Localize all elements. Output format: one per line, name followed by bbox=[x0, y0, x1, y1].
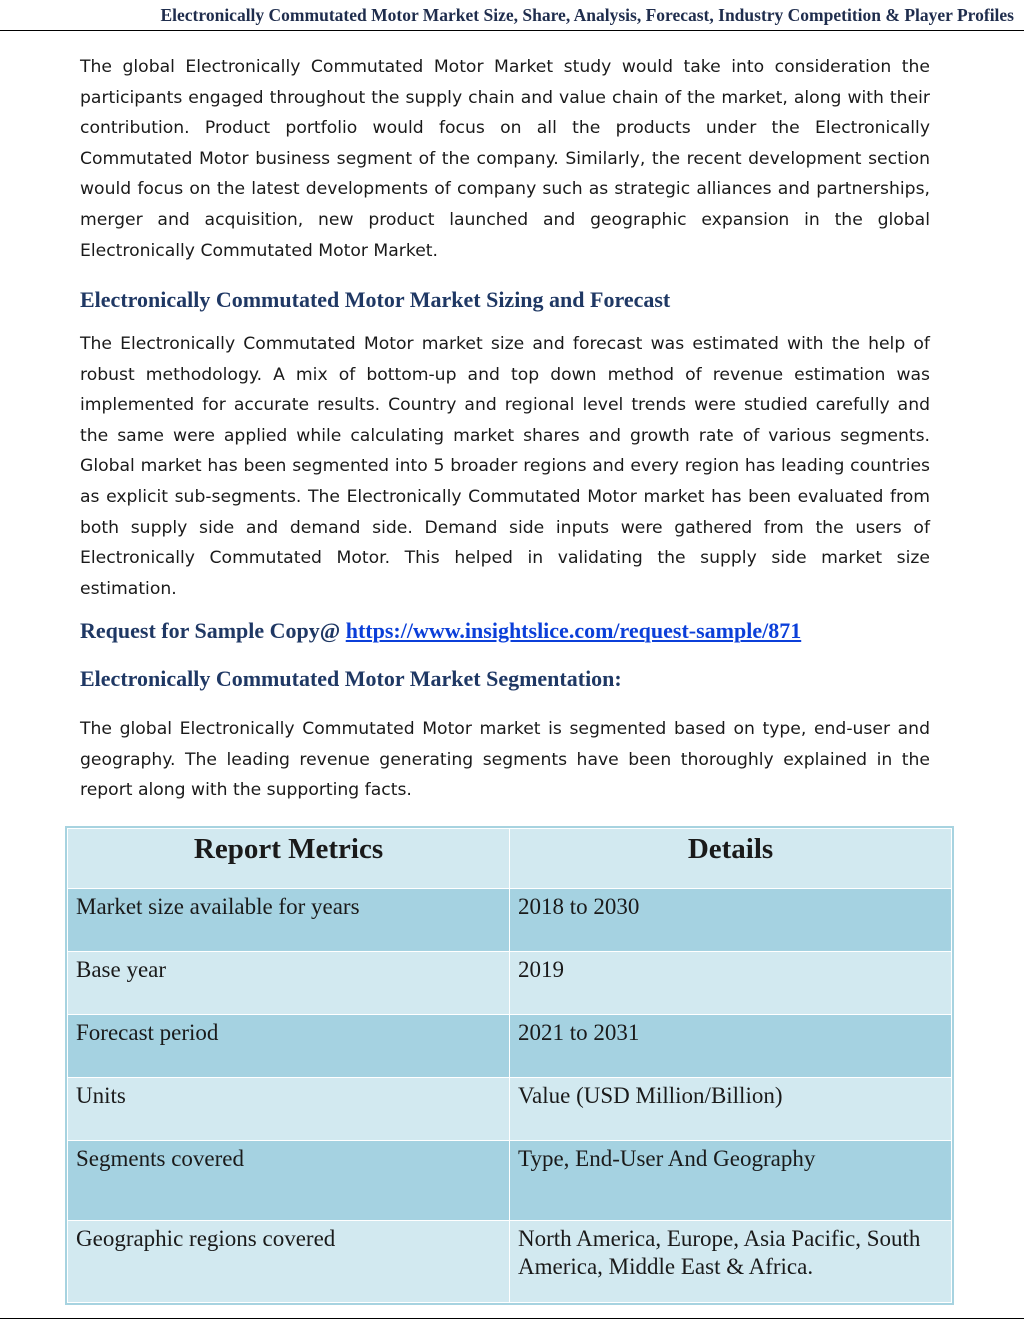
table-header-details: Details bbox=[510, 829, 952, 889]
table-row bbox=[68, 1078, 952, 1141]
sizing-heading: Electronically Commutated Motor Market Sizing and Forecast bbox=[80, 287, 671, 312]
table-cell-metric: Geographic regions covered bbox=[68, 1221, 510, 1303]
table-cell-detail: Value (USD Million/Billion) bbox=[510, 1078, 952, 1141]
table-cell-detail: North America, Europe, Asia Pacific, South America, Middle East & Africa. bbox=[510, 1221, 952, 1303]
table-cell-metric: Segments covered bbox=[68, 1141, 510, 1221]
table-cell-metric: Forecast period bbox=[68, 1015, 510, 1078]
table-row bbox=[68, 1141, 952, 1221]
page-header bbox=[0, 0, 1024, 31]
table-cell-detail: Type, End-User And Geography bbox=[510, 1141, 952, 1221]
table-cell-metric: Market size available for years bbox=[68, 889, 510, 952]
table-row bbox=[68, 889, 952, 952]
request-sample-line bbox=[80, 618, 801, 644]
table-header-metrics: Report Metrics bbox=[68, 829, 510, 889]
request-sample-link[interactable]: https://www.insightslice.com/request-sample/871 bbox=[345, 618, 802, 643]
sizing-paragraph: The Electronically Commutated Motor market size and forecast was estimated with the help of robust methodology. A mix of bottom-up and top down method of revenue estimation was implemented for accurate results. Country and regional level trends were studied carefully and the same were applied while calculating market shares and growth rate of various segments. Global market has been segmented into 5 broader regions and every region has leading countries as explicit sub-segments. The Electronically Commutated Motor market has been evaluated from both supply side and demand side. Demand side inputs were gathered from the users of Electronically Commutated Motor. This helped in validating the supply side market size estimation. bbox=[80, 334, 930, 599]
table-cell-detail: 2021 to 2031 bbox=[510, 1015, 952, 1078]
report-metrics-table bbox=[67, 828, 952, 1303]
request-sample-label: Request for Sample Copy@ bbox=[80, 618, 346, 643]
footer-rule bbox=[0, 1318, 1024, 1319]
intro-paragraph: The global Electronically Commutated Motor Market study would take into consideration the participants engaged throughout the supply chain and value chain of the market, along with their contribution. Product portfolio would focus on all the products under the Electronically Commutated Motor business segment of the company. Similarly, the recent development section would focus on the latest developments of company such as strategic alliances and partnerships, merger and acquisition, new product launched and geographic expansion in the global Electronically Commutated Motor Market. bbox=[80, 57, 930, 261]
header-title: Electronically Commutated Motor Market Size, Share, Analysis, Forecast, Industry Competition & Player Profiles bbox=[160, 5, 1014, 25]
table-header-row bbox=[68, 829, 952, 889]
segmentation-paragraph: The global Electronically Commutated Motor market is segmented based on type, end-user and geography. The leading revenue generating segments have been thoroughly explained in the report along with the supporting facts. bbox=[80, 719, 930, 801]
table-cell-metric: Base year bbox=[68, 952, 510, 1015]
segmentation-heading: Electronically Commutated Motor Market Segmentation: bbox=[80, 666, 622, 691]
table-row bbox=[68, 1221, 952, 1303]
table-cell-detail: 2018 to 2030 bbox=[510, 889, 952, 952]
table-row bbox=[68, 1015, 952, 1078]
table-cell-detail: 2019 bbox=[510, 952, 952, 1015]
table-row bbox=[68, 952, 952, 1015]
table-cell-metric: Units bbox=[68, 1078, 510, 1141]
